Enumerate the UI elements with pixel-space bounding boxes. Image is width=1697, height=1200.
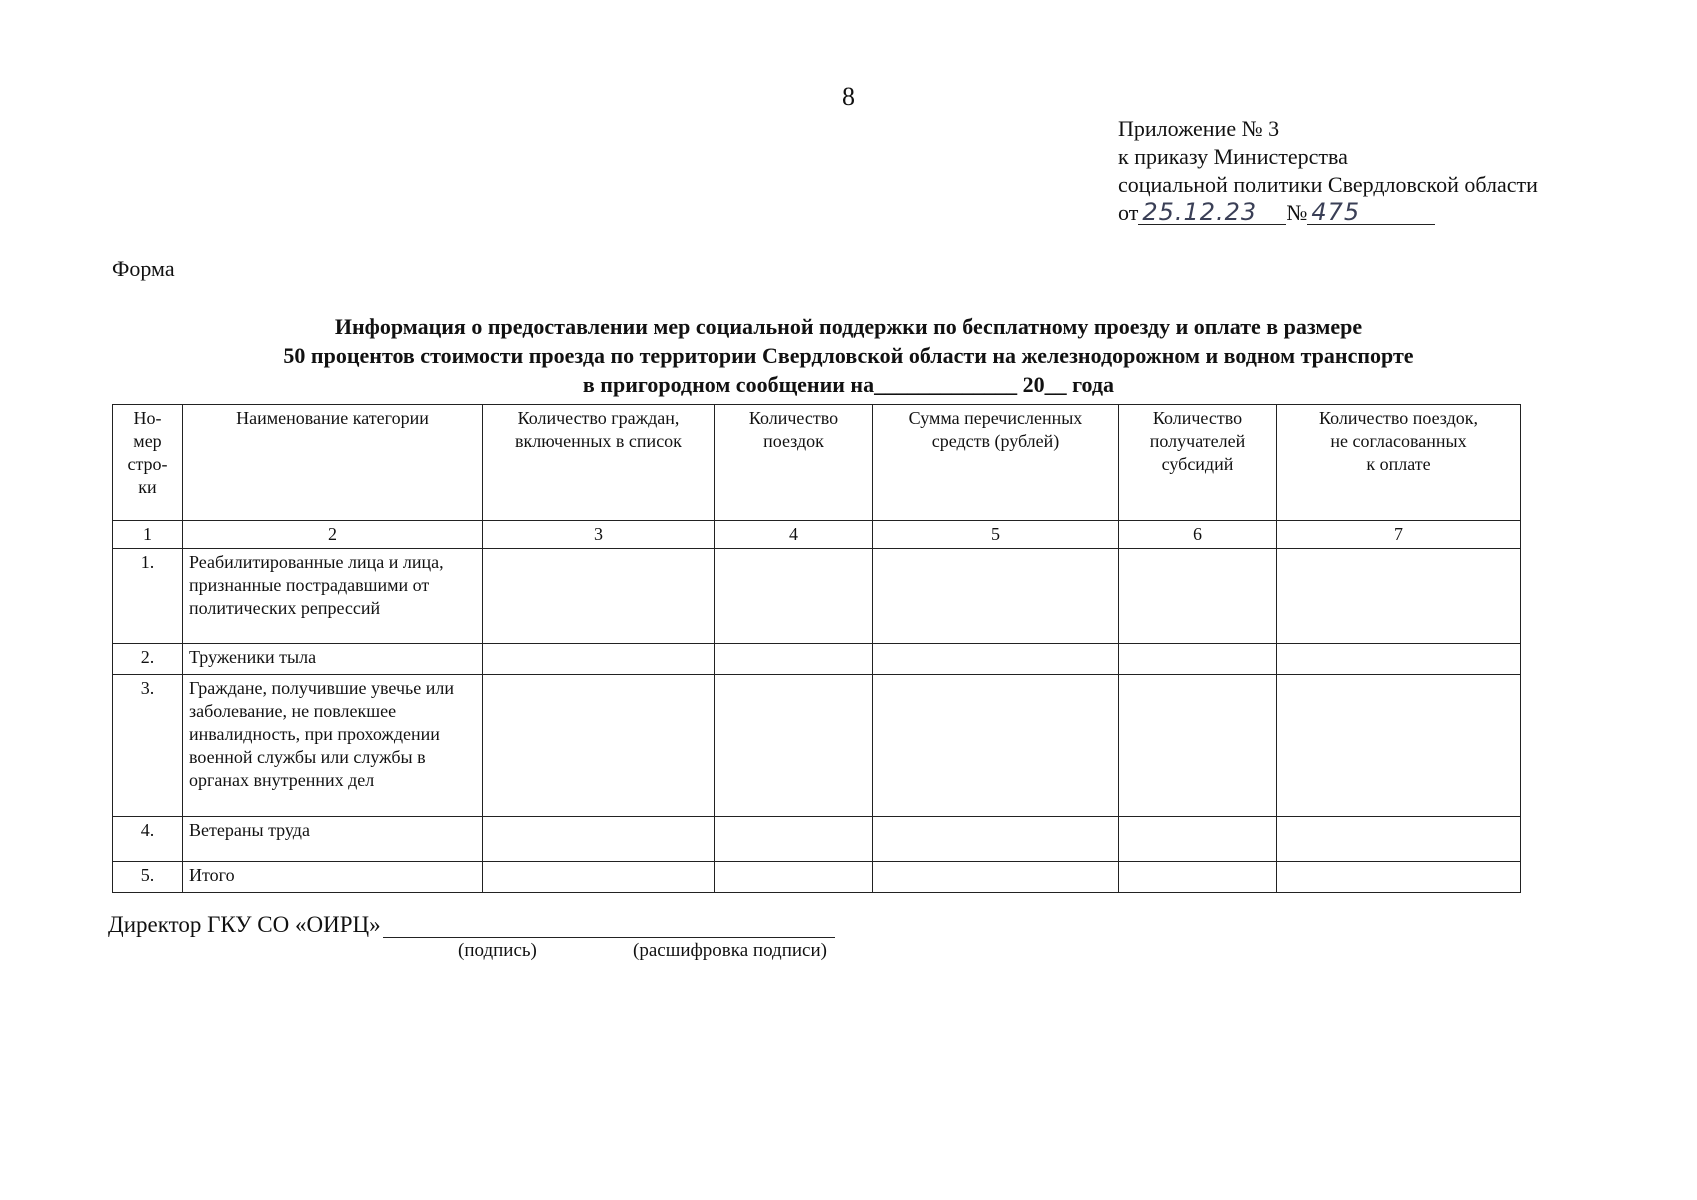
data-cell (483, 675, 715, 817)
row-number: 2. (113, 644, 183, 675)
data-cell (1277, 549, 1521, 644)
data-cell (1277, 644, 1521, 675)
column-number-row (113, 521, 1521, 549)
title-line-1: Информация о предоставлении мер социальной поддержки по бесплатному проезду и оплате в размере (334, 314, 1363, 339)
appendix-line-3: социальной политики Свердловской области (1118, 172, 1538, 197)
table-row (113, 549, 1521, 644)
column-number: 7 (1277, 521, 1521, 549)
data-cell (483, 817, 715, 862)
table-row (113, 862, 1521, 893)
header-cell: Количество поездок, не согласованных к оплате (1277, 405, 1521, 521)
data-cell (873, 549, 1119, 644)
category-name: Труженики тыла (183, 644, 483, 675)
signature-caption: (подпись) (458, 940, 537, 961)
data-cell (483, 862, 715, 893)
data-cell (1119, 675, 1277, 817)
appendix-line-2: к приказу Министерства (1118, 144, 1348, 169)
data-cell (715, 644, 873, 675)
data-cell (873, 644, 1119, 675)
header-cell: Но- мер стро- ки (113, 405, 183, 521)
report-table (112, 404, 1521, 893)
data-cell (873, 817, 1119, 862)
row-number: 3. (113, 675, 183, 817)
appendix-block (1118, 115, 1538, 227)
header-cell: Количество граждан, включенных в список (483, 405, 715, 521)
data-cell (873, 862, 1119, 893)
header-cell: Наименование категории (183, 405, 483, 521)
column-number: 5 (873, 521, 1119, 549)
data-cell (1277, 862, 1521, 893)
handwritten-date: 25.12.23 (1138, 200, 1286, 225)
data-cell (715, 817, 873, 862)
table-row (113, 644, 1521, 675)
data-cell (483, 549, 715, 644)
data-cell (1277, 817, 1521, 862)
signature-decode-caption: (расшифровка подписи) (633, 940, 827, 961)
document-title (0, 312, 1697, 399)
category-name: Итого (183, 862, 483, 893)
column-number: 1 (113, 521, 183, 549)
appendix-date-line (1118, 199, 1538, 227)
row-number: 5. (113, 862, 183, 893)
signature-field[interactable] (383, 915, 835, 938)
data-cell (1119, 549, 1277, 644)
header-cell: Количество поездок (715, 405, 873, 521)
date-prefix: от (1118, 200, 1139, 225)
table-row (113, 817, 1521, 862)
signature-label: Директор ГКУ СО «ОИРЦ» (108, 912, 381, 937)
data-cell (715, 862, 873, 893)
appendix-line-1: Приложение № 3 (1118, 116, 1280, 141)
header-cell: Сумма перечисленных средств (рублей) (873, 405, 1119, 521)
header-cell: Количество получателей субсидий (1119, 405, 1277, 521)
page-number: 8 (842, 82, 855, 111)
row-number: 1. (113, 549, 183, 644)
category-name: Ветераны труда (183, 817, 483, 862)
data-cell (715, 675, 873, 817)
column-number: 6 (1119, 521, 1277, 549)
title-line-3: в пригородном сообщении на_____________ 20__ года (582, 372, 1115, 397)
table-row (113, 675, 1521, 817)
data-cell (1119, 862, 1277, 893)
header-row (113, 405, 1521, 521)
handwritten-number: 475 (1307, 200, 1435, 225)
category-name: Граждане, получившие увечье или заболевание, не повлекшее инвалидность, при прохождении военной службы или службы в органах внутренних дел (183, 675, 483, 817)
title-line-2: 50 процентов стоимости проезда по территории Свердловской области на железнодорожном и водном транспорте (283, 343, 1414, 368)
data-cell (1119, 817, 1277, 862)
column-number: 2 (183, 521, 483, 549)
category-name: Реабилитированные лица и лица, признанные пострадавшими от политических репрессий (183, 549, 483, 644)
data-cell (873, 675, 1119, 817)
data-cell (1277, 675, 1521, 817)
column-number: 3 (483, 521, 715, 549)
signature-line (108, 912, 835, 938)
data-cell (715, 549, 873, 644)
data-cell (1119, 644, 1277, 675)
column-number: 4 (715, 521, 873, 549)
row-number: 4. (113, 817, 183, 862)
form-label: Форма (112, 256, 175, 281)
number-prefix: № (1286, 200, 1308, 225)
data-cell (483, 644, 715, 675)
